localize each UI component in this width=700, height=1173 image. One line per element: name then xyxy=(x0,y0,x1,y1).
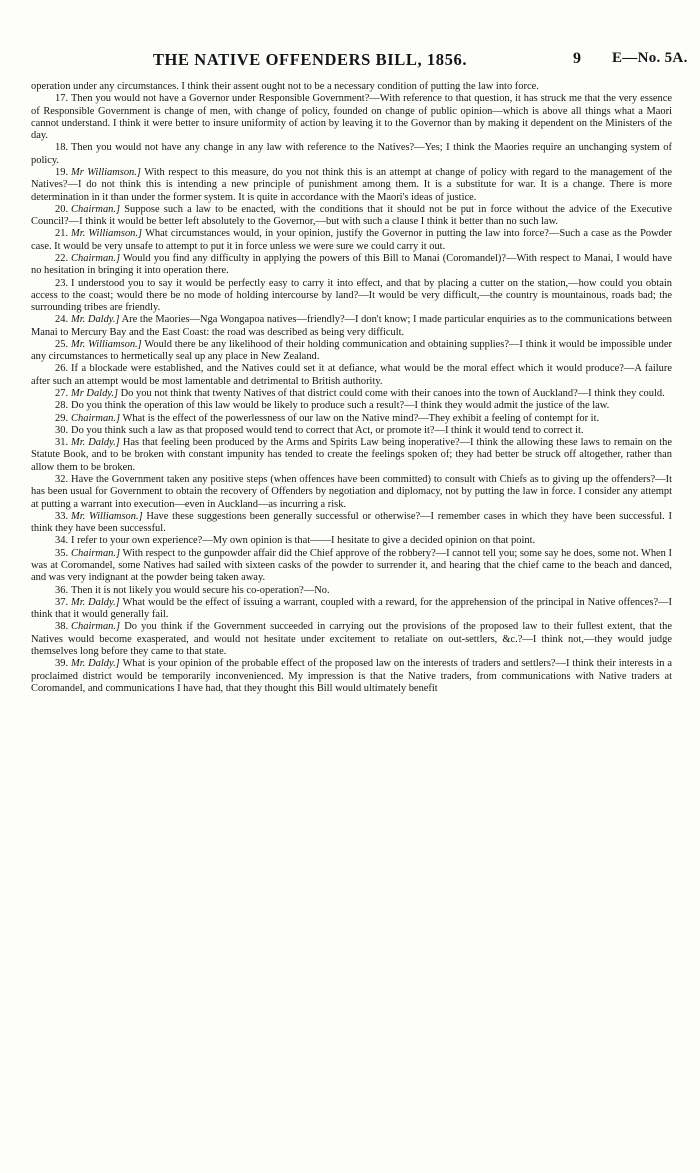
minutes-paragraph xyxy=(31,363,672,388)
minutes-paragraph xyxy=(31,548,672,585)
speaker-name: Chairman.] xyxy=(71,252,121,264)
paragraph-text: With respect to the gunpowder affair did the Chief approve of the robbery?—I cannot tell you; some say he does, some not. When I was at Coromandel, some Natives had sailed with sixteen casks of the powder to surrender it, and hearing that the chief came to the beach and danced, and was very indignant at the powder being taken away. xyxy=(31,547,672,584)
question-number: 25. xyxy=(55,338,69,350)
page-title: THE NATIVE OFFENDERS BILL, 1856. xyxy=(152,50,468,69)
question-number: 22. xyxy=(55,252,69,264)
paragraph-text: What is the effect of the powerlessness of our law on the Native mind?—They exhibit a feeling of contempt for it. xyxy=(122,412,600,424)
minutes-paragraph xyxy=(31,314,672,339)
paragraph-text: What is your opinion of the probable effect of the proposed law on the interests of traders and settlers?—I think their interests in a proclaimed district would be temporarily inconvenienced. My impression is that the Native traders, from communications with Native traders at Coromandel, and communications I have had, that they thought this Bill would ultimately benefit xyxy=(31,658,673,694)
minutes-paragraph xyxy=(31,511,672,536)
minutes-paragraph xyxy=(31,339,672,364)
minutes-paragraph xyxy=(31,142,672,167)
question-number: 24. xyxy=(55,314,69,326)
minutes-paragraph xyxy=(31,621,672,658)
minutes-paragraph xyxy=(31,204,672,229)
minutes-paragraph xyxy=(31,535,672,547)
paragraph-text: With respect to this measure, do you not think this is an attempt at change of policy with regard to the management of the Natives?—I do not think this is intending a new principle of punishment among them. It is a substitute for war. It is a change. There is more determination in it than under the former system. It is quite in accordance with the Maori's ideas of justice. xyxy=(31,166,673,203)
speaker-name: Mr. Daldy.] xyxy=(71,596,120,608)
question-number: 20. xyxy=(55,203,69,215)
speaker-name: Mr Daldy.] xyxy=(71,388,119,400)
speaker-name: Chairman.] xyxy=(71,203,121,215)
question-number: 29. xyxy=(55,412,69,424)
question-number: 23. xyxy=(55,277,69,289)
minutes-paragraph xyxy=(31,474,672,511)
paragraph-text: Have these suggestions been generally successful or otherwise?—I remember cases in which they have been successful. I think they have been successful. xyxy=(31,510,672,535)
minutes-paragraph xyxy=(31,253,672,278)
question-number: 19. xyxy=(55,166,69,178)
paragraph-text: Do you not think that twenty Natives of that district could come with their canoes into the town of Auckland?—I think they could. xyxy=(120,388,665,400)
speaker-name: Mr. Williamson.] xyxy=(71,338,142,350)
minutes-paragraph xyxy=(31,585,672,597)
paragraph-text: Have the Government taken any positive steps (when offences have been committed) to consult with Chiefs as to giving up the offenders?—It has been usual for Government to obtain the recovery of Offenders by negotiation and diplomacy, not by putting the law in force. I consider any attempt at putting a warrant into execution—even in Auckland—as incurring a risk. xyxy=(31,474,672,510)
page-number: 9 xyxy=(573,50,581,67)
minutes-paragraph xyxy=(31,278,672,315)
minutes-body xyxy=(31,81,672,695)
paragraph-text: Are the Maories—Nga Wongapoa natives—friendly?—I don't know; I made particular enquiries as to the communications between Manai to Mercury Bay and the East Coast: the road was described as being very difficult. xyxy=(31,314,672,338)
speaker-name: Mr. Williamson.] xyxy=(71,228,143,240)
paragraph-text: Then you would not have a Governor under Responsible Government?—With reference to that question, it has struck me that the very essence of Responsible Government is change of men, with change of policy, founded on change of public opinion—which is above all things what a Maori cannot understand. I think it were better to insure uniformity of action by leaving it to the Governor than by making it dependent on the Ministers of the day. xyxy=(31,93,672,142)
question-number: 36. xyxy=(55,584,69,596)
paragraph-text: I refer to your own experience?—My own opinion is that——I hesitate to give a decided opinion on that point. xyxy=(71,535,536,547)
question-number: 21. xyxy=(55,228,69,240)
paragraph-text: Then you would not have any change in any law with reference to the Natives?—Yes; I think the Maories require an unchanging system of policy. xyxy=(31,142,672,166)
question-number: 32. xyxy=(55,474,69,485)
paragraph-text: Do you think the operation of this law would be likely to produce such a result?—I think they would admit the justice of the law. xyxy=(71,400,610,412)
minutes-paragraph xyxy=(31,228,672,253)
minutes-paragraph xyxy=(31,597,672,622)
minutes-paragraph xyxy=(31,425,672,437)
question-number: 35. xyxy=(55,547,69,559)
minutes-paragraph xyxy=(31,437,672,474)
minutes-paragraph xyxy=(31,167,672,204)
page-header xyxy=(0,48,700,72)
question-number: 39. xyxy=(55,658,69,670)
paragraph-text: Would you find any difficulty in applying the powers of this Bill to Manai (Coromandel)?—With respect to Manai, I would have no hesitation in bringing it into operation there. xyxy=(31,252,673,277)
speaker-name: Mr. Williamson.] xyxy=(71,510,143,522)
minutes-paragraph xyxy=(31,658,672,695)
paragraph-text: Do you think if the Government succeeded in carrying out the provisions of the proposed law to their fullest extent, that the Natives would become exasperated, and would not hesitate under excitement to retaliate on out-settlers, &c.?—I think not,—they would judge themselves long before they came to that state. xyxy=(31,621,673,657)
question-number: 33. xyxy=(55,510,69,522)
paragraph-text: What would be the effect of issuing a warrant, coupled with a reward, for the apprehension of the principal in Native offences?—I think that it would generally fail. xyxy=(31,596,672,621)
question-number: 31. xyxy=(55,437,69,449)
paragraph-text: What circumstances would, in your opinion, justify the Governor in putting the law into force?—Such a case as the Powder case. It would be very unsafe to attempt to put it in force unless we were sure we could carry it out. xyxy=(31,228,672,252)
speaker-name: Chairman.] xyxy=(71,621,121,633)
document-reference: E—No. 5A. xyxy=(612,50,688,66)
minutes-paragraph xyxy=(31,400,672,412)
paragraph-text: If a blockade were established, and the Natives could set it at defiance, what would be the moral effect which it would produce?—A failure after such an attempt would be most lamentable and detrimental to British authority. xyxy=(31,363,672,387)
minutes-paragraph xyxy=(31,388,672,400)
question-number: 37. xyxy=(55,596,69,608)
speaker-name: Mr. Daldy.] xyxy=(71,658,120,670)
minutes-paragraph xyxy=(31,93,672,142)
question-number: 30. xyxy=(55,424,69,436)
speaker-name: Mr. Daldy.] xyxy=(71,314,120,326)
question-number: 27. xyxy=(55,388,69,400)
speaker-name: Mr Williamson.] xyxy=(71,166,141,178)
minutes-paragraph xyxy=(31,413,672,425)
minutes-paragraph xyxy=(31,81,672,93)
paragraph-text: Has that feeling been produced by the Arms and Spirits Law being inoperative?—I think the allowing these laws to remain on the Statute Book, and to be broken with constant impunity has tended to create the feelings spoken of; they had better be struck off altogether, rather than allow them to be broken. xyxy=(31,437,673,473)
speaker-name: Chairman.] xyxy=(71,547,121,559)
paragraph-text: I understood you to say it would be perfectly easy to carry it into effect, and that by placing a cutter on the station,—how could you obtain access to the coast; would there be no mode of holding intercourse by land?—It would be very difficult,—the country is mountainous, roads bad; the surrounding tribes are friendly. xyxy=(31,277,672,314)
paragraph-text: Suppose such a law to be enacted, with the conditions that it should not be put in force without the advice of the Executive Council?—I think it would be better left absolutely to the Governor,—but with such a clause I think it better than no such law. xyxy=(31,203,672,228)
question-number: 38. xyxy=(55,621,69,633)
question-number: 34. xyxy=(55,535,69,547)
question-number: 17. xyxy=(55,93,69,105)
paragraph-text: Do you think such a law as that proposed would tend to correct that Act, or promote it?—I think it would tend to correct it. xyxy=(71,424,584,436)
paragraph-text: operation under any circumstances. I think their assent ought not to be a necessary condition of putting the law into force. xyxy=(31,81,539,92)
question-number: 28. xyxy=(55,400,69,412)
paragraph-text: Then it is not likely you would secure his co-operation?—No. xyxy=(71,584,330,596)
speaker-name: Mr. Daldy.] xyxy=(71,437,120,449)
speaker-name: Chairman.] xyxy=(71,412,121,424)
question-number: 26. xyxy=(55,363,69,375)
paragraph-text: Would there be any likelihood of their holding communication and obtaining supplies?—I think it would be impossible under any circumstances to hermetically seal up any place in New Zealand. xyxy=(31,338,673,363)
question-number: 18. xyxy=(55,142,69,154)
